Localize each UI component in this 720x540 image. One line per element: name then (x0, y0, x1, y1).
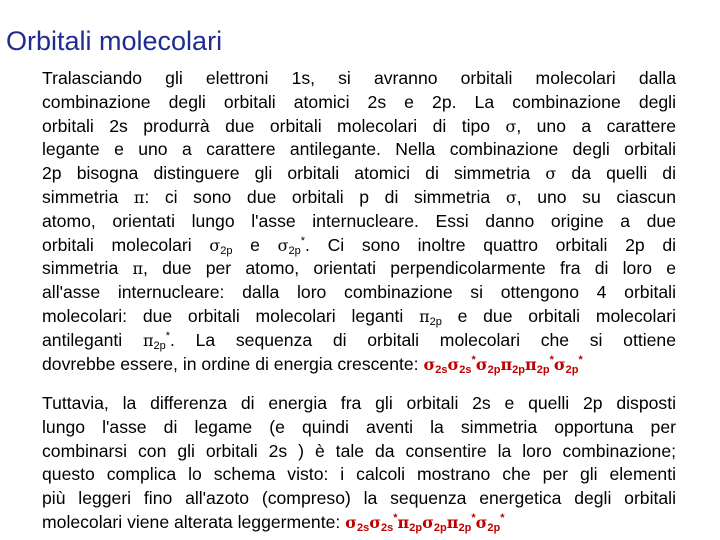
p2-line-1: Tuttavia, la differenza di energia fra gli orbitali 2s e quelli 2p disposti (42, 393, 676, 413)
p1-line-11-text-b: e due orbitali molecolari (457, 305, 677, 326)
p1-line-3 (42, 115, 676, 139)
p1-line-13-text-a: dovrebbe essere, in ordine di energia crescente: (42, 353, 419, 374)
sigma-2p-term: $\sigma_{2p}$ (209, 235, 233, 257)
paragraph-2 (42, 392, 676, 535)
p1-line-13 (42, 353, 676, 377)
pi-2p-term: $\pi_{2p}$ (419, 306, 442, 328)
p1-line-9-text-a: simmetria (42, 258, 119, 279)
p1-line-6-text-c: , uno su ciascun (516, 186, 677, 207)
p1-line-2: combinazione degli orbitali atomici 2s e 2p. La combinazione degli (42, 91, 676, 112)
p1-line-11 (42, 305, 676, 329)
p2-line-6-text-a: molecolari viene alterata leggermente: (42, 511, 341, 532)
p1-line-3-text-b: , uno a carattere (516, 115, 677, 136)
p1-line-9-text-b: , due per atomo, orientati perpendicolarmente fra di loro e (143, 258, 676, 279)
p1-line-8-text-c: . Ci sono inoltre quattro orbitali 2p di (305, 234, 677, 255)
sigma-symbol: σ (545, 164, 557, 184)
p2-line-2: lungo l'asse di legame (e quindi aventi la simmetria opportuna per (42, 416, 676, 437)
sigma-symbol: σ (505, 116, 517, 136)
p2-line-6 (42, 511, 676, 535)
pi-symbol: π (132, 259, 143, 279)
p2-line-4: questo complica lo schema visto: i calcoli mostrano che per gli elementi (42, 464, 676, 485)
energy-sequence-1: $\sigma_{2s}\sigma_{2s}^*\sigma_{2p}\pi_{2p}\pi_{2p}^*\sigma_{2p}^*$ (423, 353, 583, 376)
p1-line-6-text-b: : ci sono due orbitali p di simmetria (144, 186, 491, 207)
pi-symbol: π (133, 187, 145, 207)
sigma-symbol: σ (505, 187, 517, 207)
p1-line-8-text-b: e (250, 234, 260, 255)
p1-line-12-text-b: . La sequenza di orbitali molecolari che si ottiene (169, 329, 676, 350)
p2-line-5: più leggeri fino all'azoto (compreso) la sequenza energetica degli orbitali (42, 488, 676, 509)
sigma-2p-star-term: $\sigma_{2p}^*$ (277, 234, 306, 257)
p1-line-6 (42, 186, 676, 210)
p1-line-5-text-a: 2p bisogna distinguere gli orbitali atomici di simmetria (42, 163, 531, 184)
p1-line-8-text-a: orbitali molecolari (42, 234, 192, 255)
p1-line-3-text-a: orbitali 2s produrrà due orbitali molecolari di tipo (42, 115, 491, 136)
p1-line-10: all'asse internucleare: dalla loro combinazione si ottengono 4 orbitali (42, 282, 676, 303)
p1-line-11-text-a: molecolari: due orbitali molecolari leganti (42, 305, 404, 326)
pi-2p-star-term: $\pi_{2p}^*$ (142, 329, 170, 352)
slide-title: Orbitali molecolari (6, 26, 223, 56)
p1-line-5-text-b: da quelli di (571, 163, 676, 184)
paragraph-1 (42, 67, 676, 376)
p2-line-3: combinarsi con gli orbitali 2s ) è tale da consentire la loro combinazione; (42, 440, 676, 461)
p1-line-4: legante e uno a carattere antilegante. Nella combinazione degli orbitali (42, 139, 676, 160)
p1-line-9 (42, 257, 676, 281)
p1-line-12-text-a: antileganti (42, 329, 123, 350)
p1-line-8 (42, 234, 676, 258)
p1-line-12 (42, 329, 676, 353)
p1-line-7: atomo, orientati lungo l'asse internucleare. Essi danno origine a due (42, 210, 676, 231)
p1-line-6-text-a: simmetria (42, 186, 119, 207)
energy-sequence-2: $\sigma_{2s}\sigma_{2s}^*\pi_{2p}\sigma_{2p}\pi_{2p}^*\sigma_{2p}^*$ (345, 511, 505, 534)
p1-line-1: Tralasciando gli elettroni 1s, si avranno orbitali molecolari dalla (42, 68, 676, 88)
p1-line-5 (42, 162, 676, 186)
